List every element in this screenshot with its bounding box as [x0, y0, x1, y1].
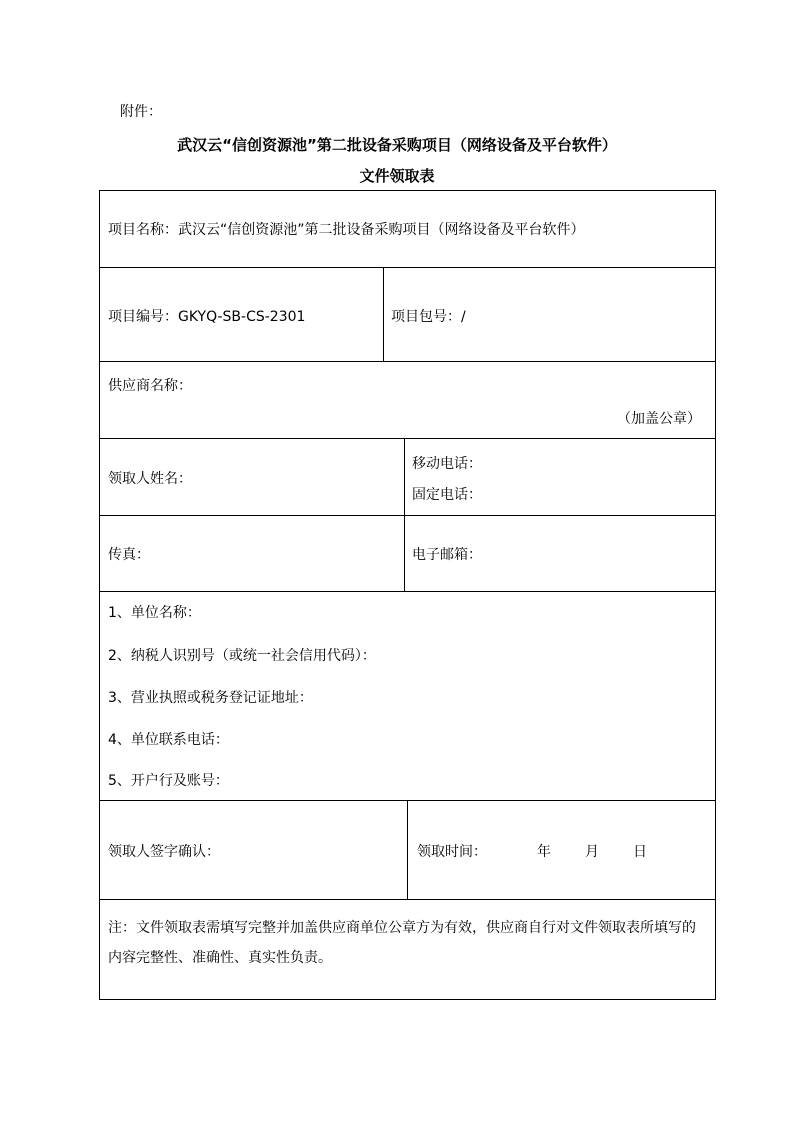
info-item-tax-id: 2、纳税人识别号（或统一社会信用代码）：	[108, 648, 376, 664]
seal-note: （加盖公章）	[617, 411, 701, 427]
column-divider	[407, 800, 408, 899]
month-label: 月	[585, 844, 599, 860]
info-item-unit-name: 1、单位名称：	[108, 605, 201, 621]
attachment-label: 附件：	[120, 104, 162, 120]
package-number-field: 项目包号：/	[391, 309, 466, 325]
project-number-field: 项目编号：GKYQ-SB-CS-2301	[108, 309, 306, 325]
column-divider	[383, 267, 384, 361]
signature-field: 领取人签字确认：	[108, 844, 220, 860]
info-item-bank-account: 5、开户行及账号：	[108, 773, 229, 789]
mobile-phone-field: 移动电话：	[412, 456, 482, 472]
fax-field: 传真：	[108, 547, 150, 563]
info-item-address: 3、营业执照或税务登记证地址：	[108, 690, 313, 706]
receive-time-field: 领取时间：	[417, 844, 487, 860]
column-divider	[404, 438, 405, 591]
document-title: 武汉云“信创资源池”第二批设备采购项目（网络设备及平台软件）	[177, 136, 617, 154]
day-label: 日	[633, 844, 647, 860]
receipt-form-table	[99, 190, 716, 1000]
receiver-name-field: 领取人姓名：	[108, 471, 192, 487]
supplier-name-field: 供应商名称：	[108, 378, 192, 394]
info-item-phone: 4、单位联系电话：	[108, 732, 229, 748]
row-divider	[100, 438, 715, 439]
fixed-phone-field: 固定电话：	[412, 487, 482, 503]
project-name-field: 项目名称：武汉云“信创资源池”第二批设备采购项目（网络设备及平台软件）	[108, 222, 585, 238]
form-title: 文件领取表	[359, 167, 435, 185]
note-text: 注：文件领取表需填写完整并加盖供应商单位公章方为有效，供应商自行对文件领取表所填写的内容完整性、准确性、真实性负责。	[108, 920, 696, 966]
email-field: 电子邮箱：	[412, 547, 482, 563]
note-cell	[100, 899, 715, 999]
row-divider	[100, 515, 715, 516]
row-divider	[100, 267, 715, 268]
row-divider	[100, 361, 715, 362]
year-label: 年	[537, 844, 551, 860]
row-divider	[100, 591, 715, 592]
